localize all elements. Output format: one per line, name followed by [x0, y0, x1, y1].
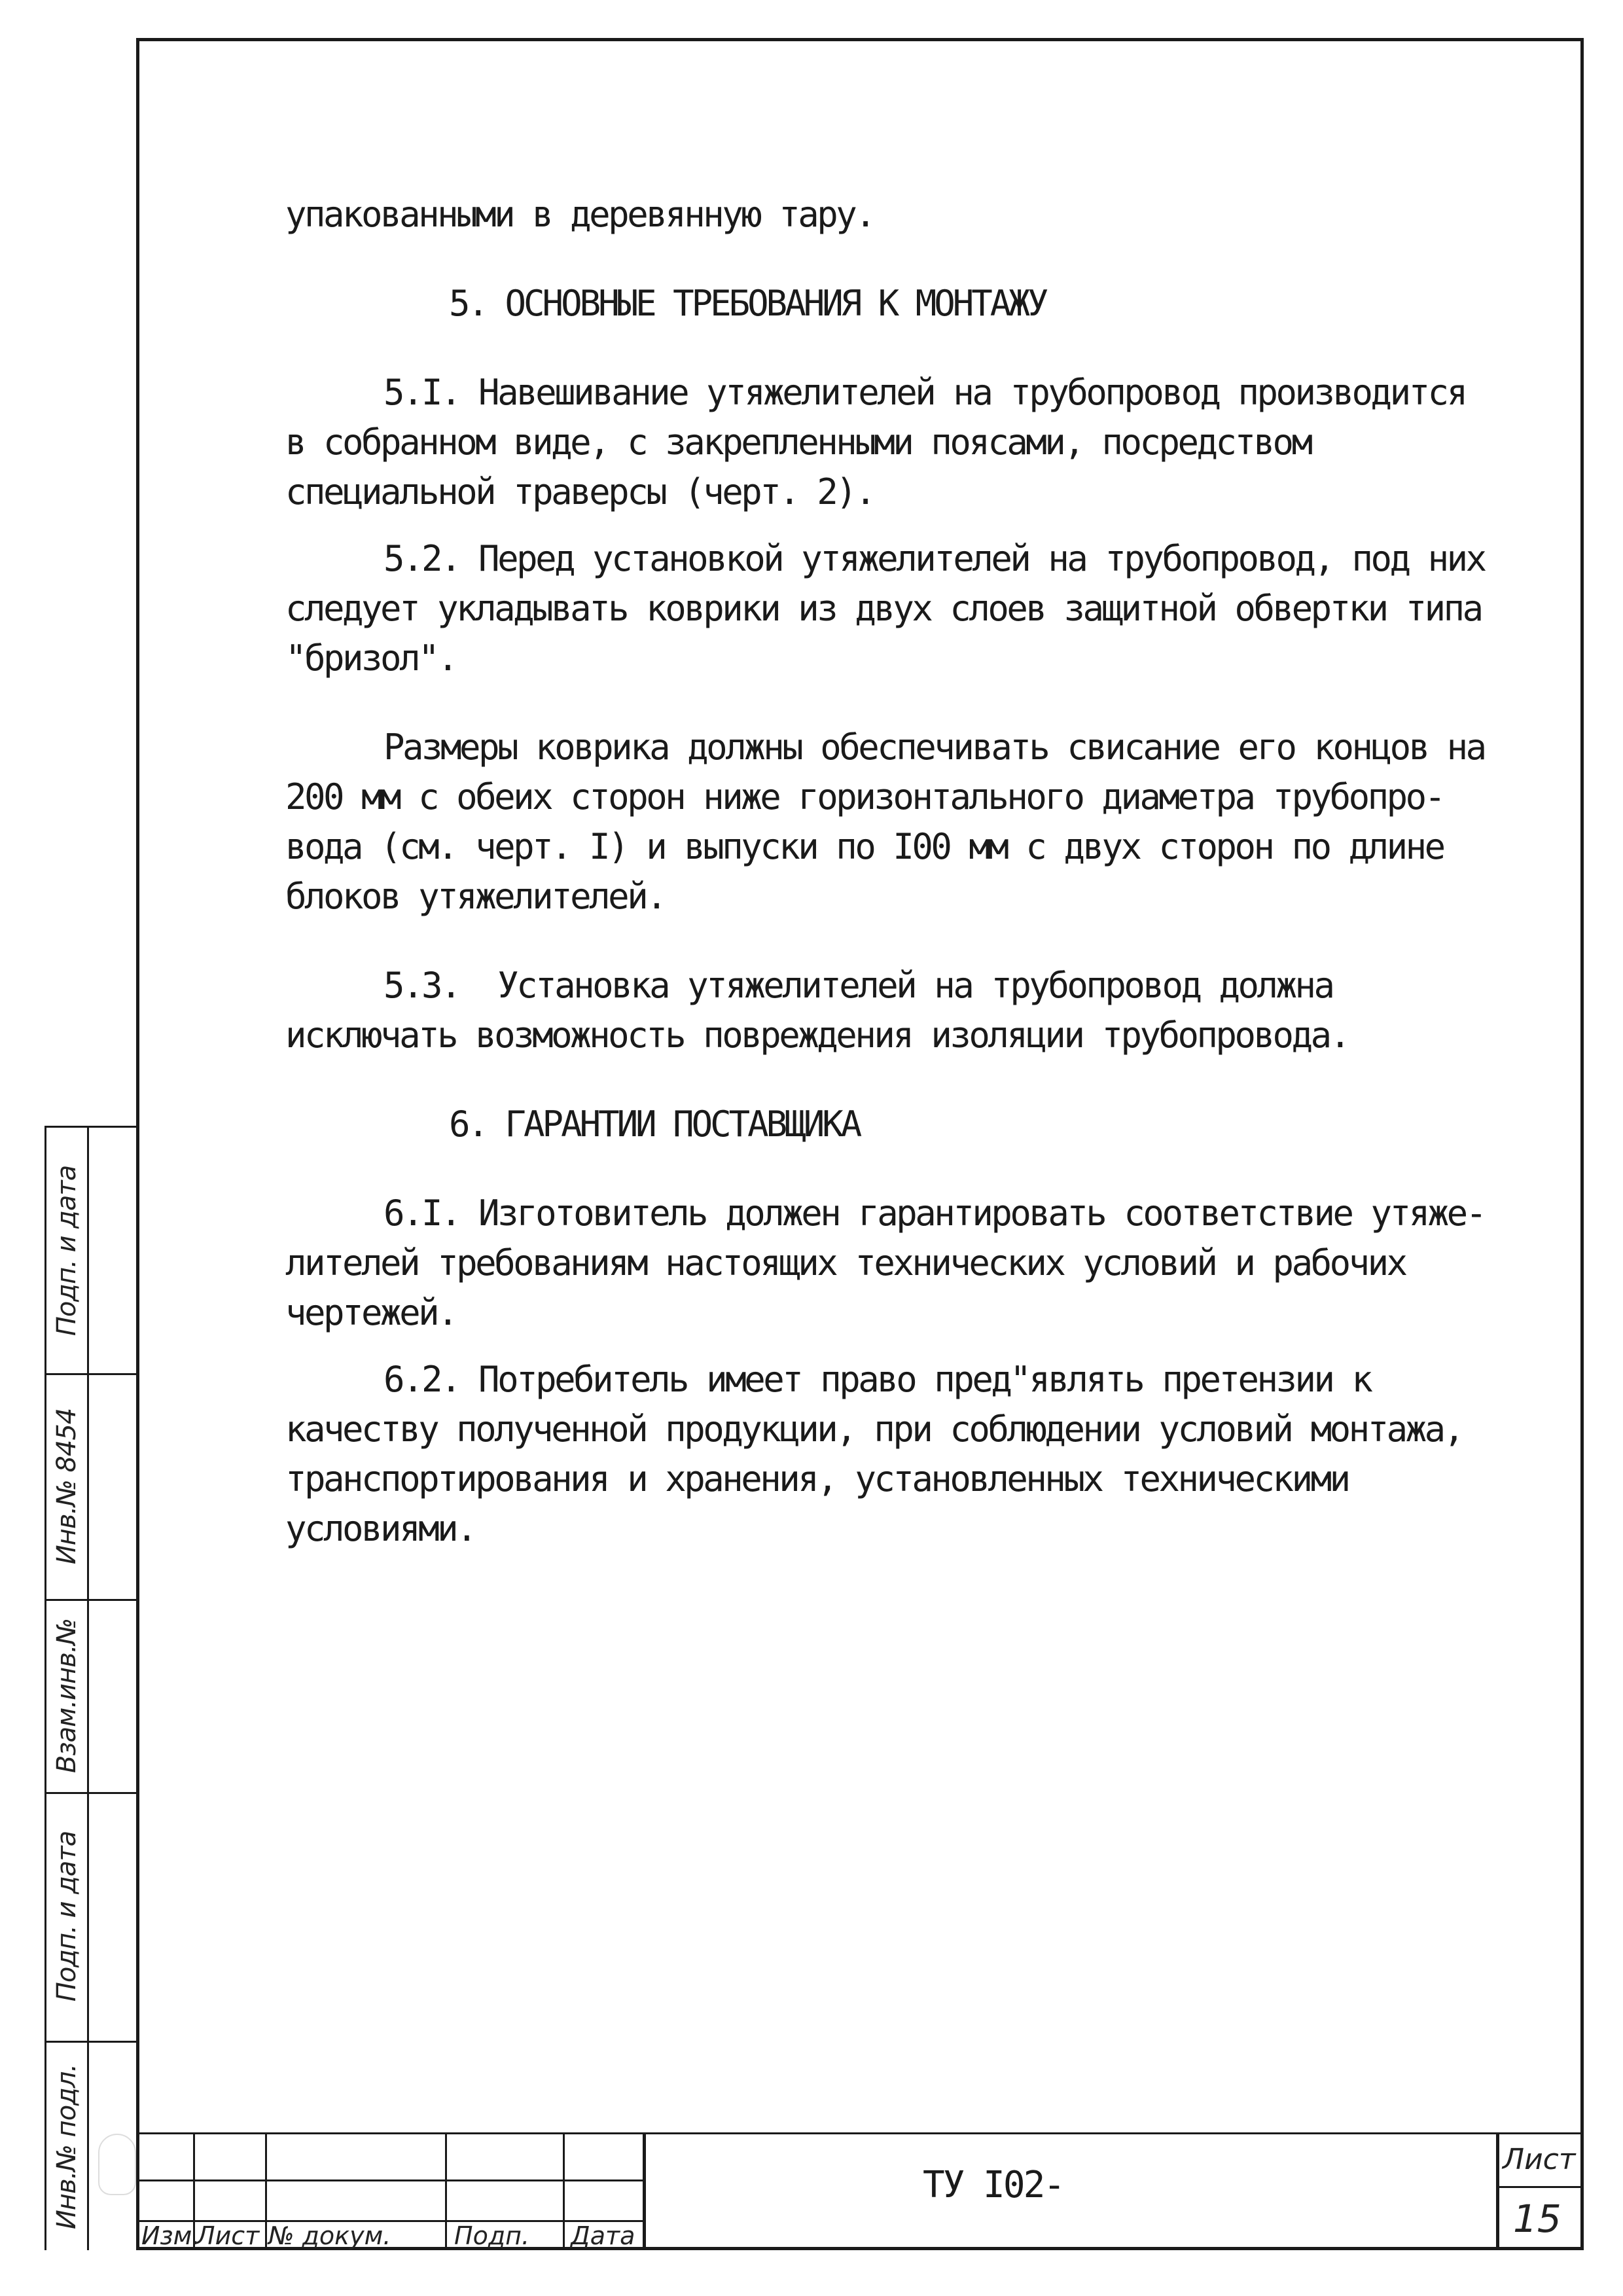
paragraph-6-2-line: транспортирования и хранения, установленных техническими: [285, 1458, 1349, 1499]
document-code: ТУ I02-: [923, 2164, 1064, 2206]
margin-label-signature-date: Подп. и дата: [52, 1165, 82, 1336]
margin-label-original-inventory: Инв.№ подл.: [52, 2064, 82, 2229]
title-block-column-line: [445, 2132, 447, 2250]
title-block-column-line: [563, 2132, 565, 2250]
column-label-date: Дата: [571, 2221, 635, 2250]
paragraph-5-2-line: следует укладывать коврики из двух слоев защитной обвертки типа: [285, 588, 1482, 629]
paragraph-6-1-line: 6.I. Изготовитель должен гарантировать соответствие утяже-: [383, 1193, 1485, 1234]
paragraph-5-2-line: "бризол".: [285, 637, 457, 679]
section-5-heading: 5. ОСНОВНЫЕ ТРЕБОВАНИЯ К МОНТАЖУ: [449, 283, 1046, 324]
paragraph-5-2-line: 5.2. Перед установкой утяжелителей на трубопровод, под них: [383, 538, 1485, 579]
column-label-signature: Подп.: [454, 2221, 530, 2250]
paragraph-5-1-line: в собранном виде, с закрепленными поясами, посредством: [285, 422, 1311, 463]
paragraph-size-line: Размеры коврика должны обеспечивать свисание его концов на: [383, 726, 1485, 768]
title-block-row-line: [139, 2179, 643, 2181]
margin-stamp-divider: [87, 1128, 89, 2250]
sheet-number: 15: [1513, 2197, 1561, 2241]
paragraph-6-2-line: условиями.: [285, 1508, 476, 1549]
document-body: [285, 190, 1561, 1554]
title-block-top-line: [139, 2132, 1584, 2134]
paragraph-6-2-line: 6.2. Потребитель имеет право пред"являть претензии к: [383, 1359, 1371, 1400]
paragraph-size-line: 200 мм с обеих сторон ниже горизонтального диаметра трубопро-: [285, 776, 1444, 817]
paragraph-6-1-line: лителей требованиям настоящих технических условий и рабочих: [285, 1242, 1406, 1283]
title-block-column-line: [643, 2132, 646, 2250]
paragraph-6-2-line: качеству полученной продукции, при соблюдении условий монтажа,: [285, 1408, 1463, 1450]
column-label-document-number: № докум.: [268, 2221, 391, 2250]
sheet-label: Лист: [1503, 2143, 1576, 2176]
title-block-column-line: [1496, 2132, 1499, 2250]
paragraph-6-1-line: чертежей.: [285, 1292, 457, 1333]
paragraph-5-1-line: 5.I. Навешивание утяжелителей на трубопровод производится: [383, 372, 1466, 413]
margin-label-replacement-inventory: Взам.инв.№: [52, 1618, 82, 1773]
column-label-sheet: Лист: [196, 2221, 260, 2250]
paragraph-5-3-line: исключать возможность повреждения изоляции трубопровода.: [285, 1014, 1349, 1056]
faint-stamp-mark: [98, 2134, 136, 2195]
margin-label-inventory-number: Инв.№ 8454: [52, 1408, 82, 1564]
paragraph-5-1-line: специальной траверсы (черт. 2).: [285, 471, 874, 512]
margin-label-signature-date: Подп. и дата: [52, 1831, 82, 2002]
sheet-box-divider: [1497, 2186, 1584, 2188]
section-6-heading: 6. ГАРАНТИИ ПОСТАВЩИКА: [449, 1103, 860, 1145]
title-block-column-line: [265, 2132, 267, 2250]
paragraph-size-line: вода (см. черт. I) и выпуски по I00 мм с двух сторон по длине: [285, 826, 1444, 867]
margin-stamp-column: [45, 1126, 136, 2250]
paragraph-size-line: блоков утяжелителей.: [285, 876, 666, 917]
continuation-line: упакованными в деревянную тару.: [285, 194, 874, 235]
paragraph-5-3-line: 5.3. Установка утяжелителей на трубопровод должна: [383, 965, 1333, 1006]
column-label-revision: Изм.: [141, 2221, 200, 2250]
